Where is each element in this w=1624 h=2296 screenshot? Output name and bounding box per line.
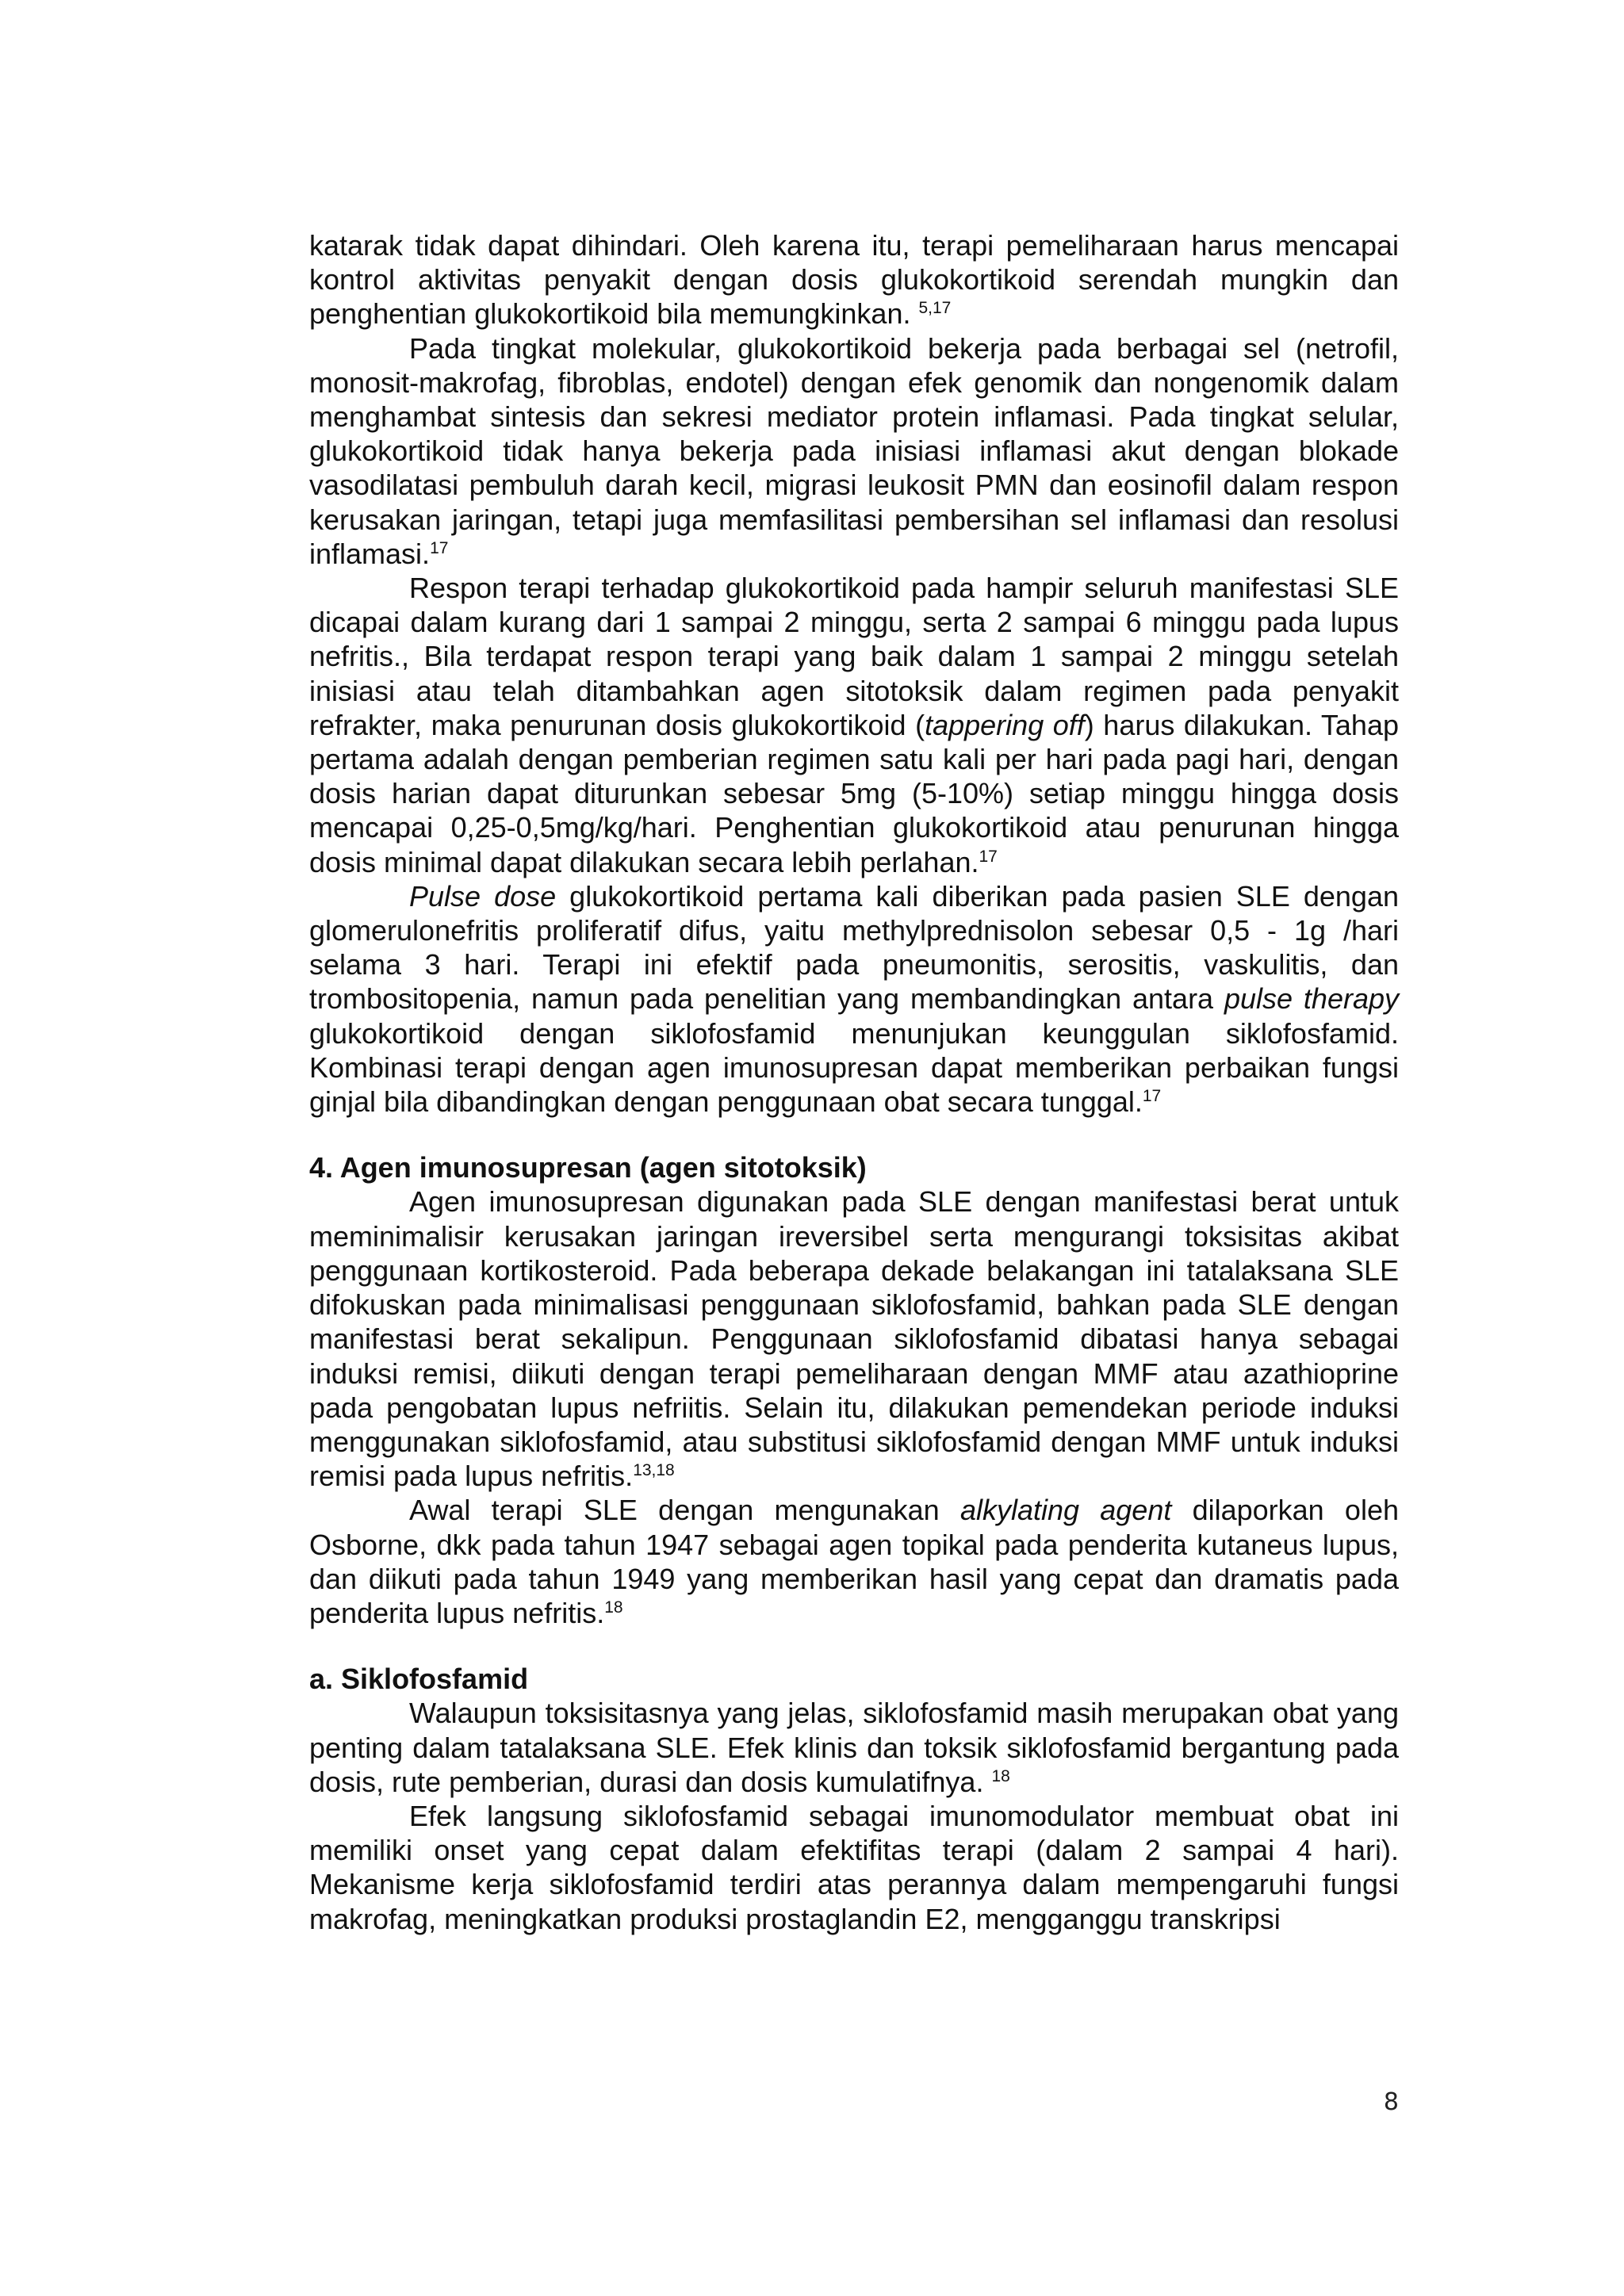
- paragraph-text: Agen imunosupresan digunakan pada SLE dengan manifestasi berat untuk meminimalisir kerusakan jaringan ireversibel serta mengurangi toksisitas akibat penggunaan kortikosteroid. Pada beberapa dekade belakangan ini tatalaksana SLE difokuskan pada minimalisasi penggunaan siklofosfamid, bahkan pada SLE dengan manifestasi berat sekalipun. Penggunaan siklofosfamid dibatasi hanya sebagai induksi remisi, diikuti dengan terapi pemeliharaan dengan MMF atau azathioprine pada pengobatan lupus nefriitis. Selain itu, dilakukan pemendekan periode induksi menggunakan siklofosfamid, atau substitusi siklofosfamid dengan MMF untuk induksi remisi pada lupus nefritis.: [309, 1185, 1399, 1493]
- citation-ref: 5,17: [918, 299, 952, 318]
- paragraph-immunosuppressant: [309, 1184, 1399, 1493]
- italic-term: Pulse dose: [409, 879, 557, 913]
- italic-term: tappering off: [925, 708, 1085, 741]
- citation-ref: 17: [430, 538, 449, 557]
- italic-term: pulse therapy: [1224, 982, 1399, 1016]
- paragraph-text: Walaupun toksisitasnya yang jelas, siklofosfamid masih merupakan obat yang penting dalam tatalaksana SLE. Efek klinis dan toksik siklofosfamid bergantung pada dosis, rute pemberian, durasi dan dosis kumulatifnya.: [309, 1697, 1399, 1798]
- subsection-heading: a. Siklofosfamid: [309, 1663, 529, 1696]
- section-heading: 4. Agen imunosupresan (agen sitotoksik): [309, 1151, 867, 1184]
- page-number: 8: [1383, 2088, 1399, 2116]
- citation-ref: 18: [991, 1766, 1010, 1785]
- paragraph-molecular: [309, 331, 1399, 571]
- paragraph-text: glukokortikoid dengan siklofosfamid menunjukan keunggulan siklofosfamid. Kombinasi terapi dengan agen imunosupresan dapat memberikan perbaikan fungsi ginjal bila dibandingkan dengan penggunaan obat secara tunggal.: [309, 1016, 1399, 1119]
- paragraph-response: [309, 571, 1399, 879]
- citation-ref: 17: [1142, 1087, 1162, 1106]
- paragraph-pulse-dose: [309, 879, 1399, 1119]
- paragraph-continuation: [309, 228, 1399, 331]
- paragraph-text: katarak tidak dapat dihindari. Oleh karena itu, terapi pemeliharaan harus mencapai kontrol aktivitas penyakit dengan dosis glukokortikoid serendah mungkin dan penghentian glukokortikoid bila memungkinkan.: [309, 229, 1399, 331]
- paragraph-direct-effect: [309, 1799, 1399, 1936]
- paragraph-text: glukokortikoid pertama kali diberikan pada pasien SLE dengan glomerulonefritis proliferatif difus, yaitu methylprednisolon sebesar 0,5 - 1g /hari selama 3 hari. Terapi ini efektif pada pneumonitis, serositis, vaskulitis, dan trombositopenia, namun pada penelitian yang membandingkan antara: [309, 879, 1399, 1016]
- paragraph-text: Awal terapi SLE dengan mengunakan: [409, 1494, 960, 1527]
- paragraph-text: Efek langsung siklofosfamid sebagai imunomodulator membuat obat ini memiliki onset yang cepat dalam efektifitas terapi (dalam 2 sampai 4 hari). Mekanisme kerja siklofosfamid terdiri atas perannya dalam mempengaruhi fungsi makrofag, meningkatkan produksi prostaglandin E2, mengganggu transkripsi: [309, 1799, 1399, 1935]
- citation-ref: 17: [979, 847, 998, 866]
- paragraph-alkylating: [309, 1493, 1399, 1630]
- paragraph-text: Pada tingkat molekular, glukokortikoid bekerja pada berbagai sel (netrofil, monosit-makrofag, fibroblas, endotel) dengan efek genomik dan nongenomik dalam menghambat sintesis dan sekresi mediator protein inflamasi. Pada tingkat selular, glukokortikoid tidak hanya bekerja pada inisiasi inflamasi akut dengan blokade vasodilatasi pembuluh darah kecil, migrasi leukosit PMN dan eosinofil dalam respon kerusakan jaringan, tetapi juga memfasilitasi pembersihan sel inflamasi dan resolusi inflamasi.: [309, 331, 1399, 570]
- paragraph-text: dilaporkan oleh Osborne, dkk pada tahun 1947 sebagai agen topikal pada penderita kutaneus lupus, dan diikuti pada tahun 1949 yang memberikan hasil yang cepat dan dramatis pada penderita lupus nefritis.: [309, 1494, 1399, 1629]
- italic-term: alkylating agent: [959, 1494, 1172, 1527]
- citation-ref: 18: [604, 1598, 623, 1617]
- document-body: [309, 228, 1399, 1936]
- paragraph-text: Respon terapi terhadap glukokortikoid pada hampir seluruh manifestasi SLE dicapai dalam kurang dari 1 sampai 2 minggu, serta 2 sampai 6 minggu pada lupus nefritis., Bila terdapat respon terapi yang baik dalam 1 sampai 2 minggu setelah inisiasi atau telah ditambahkan agen sitotoksik dalam regimen pada penyakit refrakter, maka penurunan dosis glukokortikoid (: [309, 572, 1399, 741]
- paragraph-toxicity: [309, 1696, 1399, 1799]
- paragraph-text: ) harus dilakukan. Tahap pertama adalah dengan pemberian regimen satu kali per hari pada pagi hari, dengan dosis harian dapat diturunkan sebesar 5mg (5-10%) setiap minggu hingga dosis mencapai 0,25-0,5mg/kg/hari. Penghentian glukokortikoid atau penurunan hingga dosis minimal dapat dilakukan secara lebih perlahan.: [309, 708, 1399, 878]
- citation-ref: 13,18: [633, 1461, 675, 1480]
